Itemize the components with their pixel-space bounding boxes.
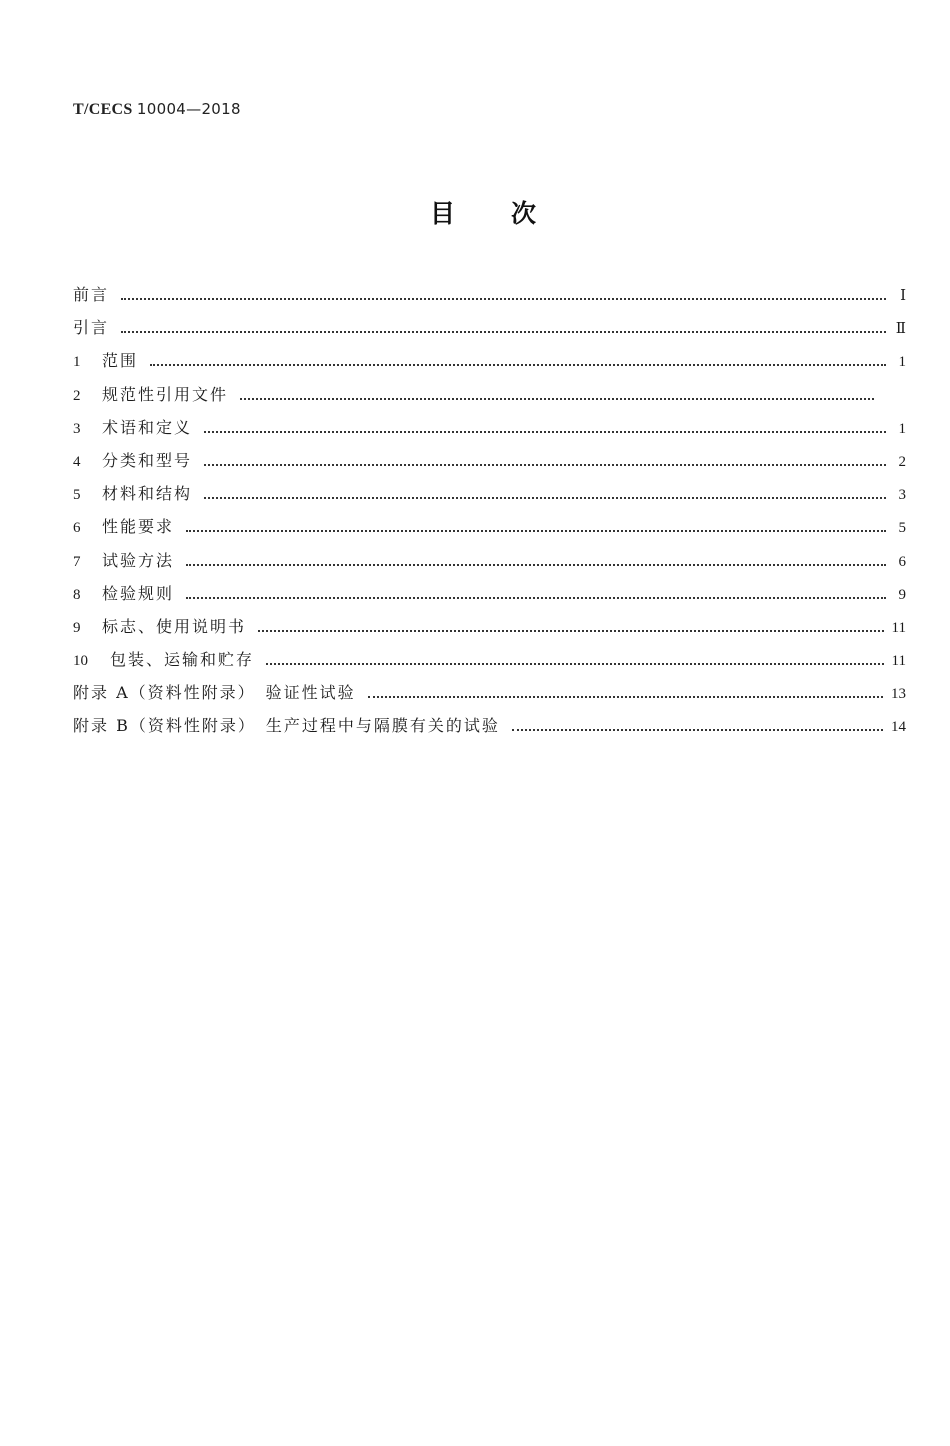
toc-entry-page: Ⅰ (900, 288, 906, 304)
toc-entry[interactable] (73, 679, 906, 712)
toc-leader-dots (186, 596, 886, 599)
toc-leader-dots (512, 728, 883, 731)
toc-entry[interactable] (73, 414, 906, 447)
toc-entry-label: 附录 A（资料性附录） 验证性试验 (73, 683, 356, 703)
toc-entry[interactable] (73, 347, 906, 380)
toc-leader-dots (204, 430, 886, 433)
table-of-contents (73, 281, 906, 746)
toc-leader-dots (240, 397, 874, 400)
toc-leader-dots (204, 463, 886, 466)
toc-entry[interactable] (73, 381, 906, 414)
toc-entry-number: 6 (73, 520, 81, 537)
toc-leader-dots (121, 297, 886, 300)
toc-leader-dots (368, 695, 883, 698)
page-title: 目次 (429, 199, 592, 228)
toc-entry-number: 4 (73, 453, 81, 470)
toc-entry-number: 2 (73, 387, 81, 404)
toc-entry-label: 术语和定义 (102, 417, 193, 437)
toc-entry-label: 性能要求 (102, 517, 175, 537)
toc-leader-dots (186, 529, 886, 532)
toc-entry[interactable] (73, 480, 906, 513)
toc-entry[interactable] (73, 613, 906, 646)
toc-entry-page: 13 (891, 686, 906, 703)
toc-entry-number: 1 (73, 354, 81, 371)
toc-entry-number: 8 (73, 586, 81, 603)
toc-entry-page: Ⅱ (895, 321, 906, 338)
toc-entry[interactable] (73, 513, 906, 546)
toc-entry[interactable] (73, 314, 906, 347)
toc-entry-label: 标志、使用说明书 (102, 616, 247, 636)
toc-entry-page: 9 (898, 586, 906, 603)
toc-entry-page: 2 (898, 453, 906, 470)
toc-leader-dots (258, 629, 884, 632)
toc-entry-label: 材料和结构 (102, 484, 193, 504)
toc-entry-number: 9 (73, 619, 81, 636)
toc-entry-label: 试验方法 (102, 550, 175, 570)
toc-entry-page: 11 (891, 653, 906, 670)
toc-leader-dots (150, 363, 886, 366)
toc-entry-label: 范围 (102, 351, 139, 371)
toc-entry-label: 前言 (73, 285, 110, 304)
toc-leader-dots (266, 662, 884, 665)
toc-entry-label: 检验规则 (102, 583, 175, 603)
toc-entry[interactable] (73, 447, 906, 480)
toc-leader-dots (186, 563, 886, 566)
toc-entry-page: 5 (898, 520, 906, 537)
toc-entry[interactable] (73, 547, 906, 580)
toc-entry-label: 附录 B（资料性附录） 生产过程中与隔膜有关的试验 (73, 716, 500, 736)
toc-entry[interactable] (73, 281, 906, 314)
toc-entry-page: 1 (898, 420, 906, 437)
toc-entry[interactable] (73, 712, 906, 745)
toc-entry-number: 10 (73, 653, 88, 670)
toc-entry-page: 1 (898, 354, 906, 371)
toc-entry-page: 14 (891, 719, 906, 736)
toc-entry-number: 3 (73, 420, 81, 437)
toc-entry-label: 分类和型号 (102, 450, 193, 470)
standard-number: 10004—2018 (136, 100, 241, 118)
standard-code (73, 100, 241, 119)
toc-entry-label: 规范性引用文件 (102, 384, 229, 404)
toc-entry-label: 包装、运输和贮存 (110, 650, 255, 670)
toc-entry-label: 引言 (73, 318, 110, 338)
toc-leader-dots (121, 330, 886, 333)
toc-entry[interactable] (73, 646, 906, 679)
toc-entry-page: 11 (891, 619, 906, 636)
toc-entry-page: 6 (898, 553, 906, 570)
standard-prefix: T/CECS (73, 101, 133, 118)
toc-leader-dots (204, 496, 886, 499)
toc-entry[interactable] (73, 580, 906, 613)
toc-entry-page: 3 (898, 487, 906, 504)
toc-entry-number: 5 (73, 487, 81, 504)
toc-entry-number: 7 (73, 553, 81, 570)
